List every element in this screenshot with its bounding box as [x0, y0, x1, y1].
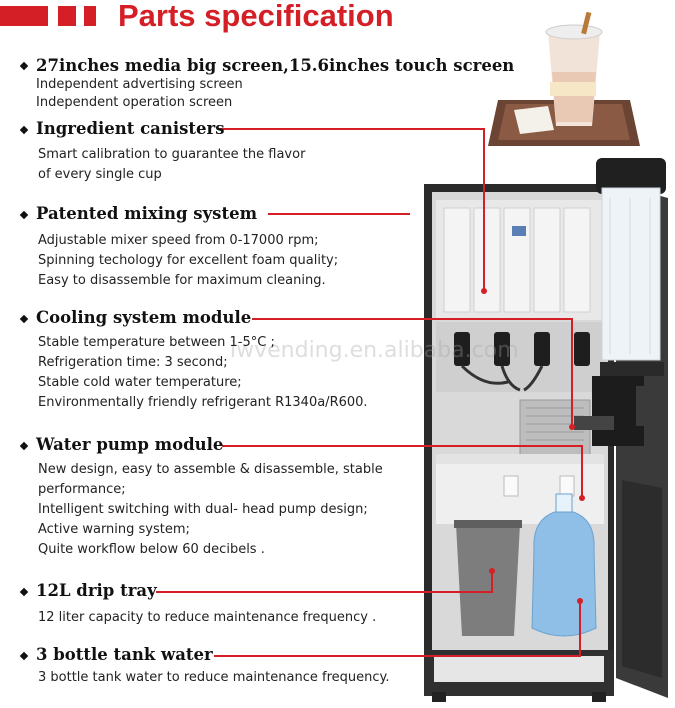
description-line: Adjustable mixer speed from 0-17000 rpm;	[38, 233, 319, 248]
bullet-diamond-icon	[20, 315, 28, 323]
connector-dot-drip-tray	[489, 568, 495, 574]
description-line: Intelligent switching with dual- head pump design;	[38, 502, 368, 517]
bullet-diamond-icon	[20, 652, 28, 660]
section-heading: Cooling system module	[36, 308, 252, 327]
section-heading: 27inches media big screen,15.6inches touch screen	[36, 56, 515, 75]
description-line: Independent operation screen	[36, 95, 233, 110]
section-heading: 3 bottle tank water	[36, 645, 213, 664]
description-line: Stable temperature between 1-5°C ;	[38, 335, 275, 350]
section-heading: Ingredient canisters	[36, 119, 225, 138]
section-description	[36, 76, 243, 112]
header-decor-bar-3	[84, 6, 96, 26]
section-description	[38, 231, 338, 291]
description-line: performance;	[38, 482, 126, 497]
description-line: Refrigeration time: 3 second;	[38, 355, 228, 370]
description-line: Active warning system;	[38, 522, 190, 537]
section-description	[38, 608, 376, 628]
connector-dot-pump	[579, 495, 585, 501]
connector-line-bottle-tank-vertical	[579, 600, 581, 657]
section-heading: 12L drip tray	[36, 581, 157, 600]
bullet-diamond-icon	[20, 62, 28, 70]
connector-line-bottle-tank	[214, 655, 580, 657]
section-description	[38, 333, 368, 413]
section-description	[38, 668, 389, 688]
header-decor-bar-2	[58, 6, 76, 26]
cup-on-tray-image	[484, 12, 644, 160]
description-line: New design, easy to assemble & disassemble, stable	[38, 462, 383, 477]
connector-line-cooling-vertical	[571, 318, 573, 426]
bullet-diamond-icon	[20, 442, 28, 450]
connector-line-mixing	[268, 213, 410, 215]
connector-line-pump	[222, 445, 582, 447]
connector-dot-cooling	[569, 424, 575, 430]
description-line: 12 liter capacity to reduce maintenance frequency .	[38, 610, 377, 625]
header-decor-bar-1	[0, 6, 48, 26]
bullet-diamond-icon	[20, 211, 28, 219]
section-description	[38, 145, 305, 185]
page-title: Parts specification	[118, 0, 394, 33]
vending-machine-image	[424, 158, 675, 708]
section-heading: Water pump module	[36, 435, 224, 454]
description-line: of every single cup	[38, 167, 162, 182]
description-line: Independent advertising screen	[36, 77, 243, 92]
connector-line-cooling	[252, 318, 572, 320]
connector-line-drip-tray	[156, 591, 492, 593]
description-line: Easy to disassemble for maximum cleaning.	[38, 273, 326, 288]
watermark-text: iwvending.en.alibaba.com	[230, 338, 519, 363]
connector-line-pump-vertical	[581, 445, 583, 497]
connector-line-canisters-vertical	[483, 128, 485, 290]
description-line: Spinning techology for excellent foam quality;	[38, 253, 339, 268]
description-line: Environmentally friendly refrigerant R1340a/R600.	[38, 395, 368, 410]
description-line: Stable cold water temperature;	[38, 375, 242, 390]
description-line: Quite workflow below 60 decibels .	[38, 542, 265, 557]
section-description	[38, 460, 383, 560]
bullet-diamond-icon	[20, 588, 28, 596]
connector-dot-bottle-tank	[577, 598, 583, 604]
section-heading: Patented mixing system	[36, 204, 258, 223]
description-line: Smart calibration to guarantee the flavor	[38, 147, 306, 162]
description-line: 3 bottle tank water to reduce maintenance frequency.	[38, 670, 390, 685]
connector-dot-canisters	[481, 288, 487, 294]
connector-line-canisters	[220, 128, 484, 130]
bullet-diamond-icon	[20, 126, 28, 134]
